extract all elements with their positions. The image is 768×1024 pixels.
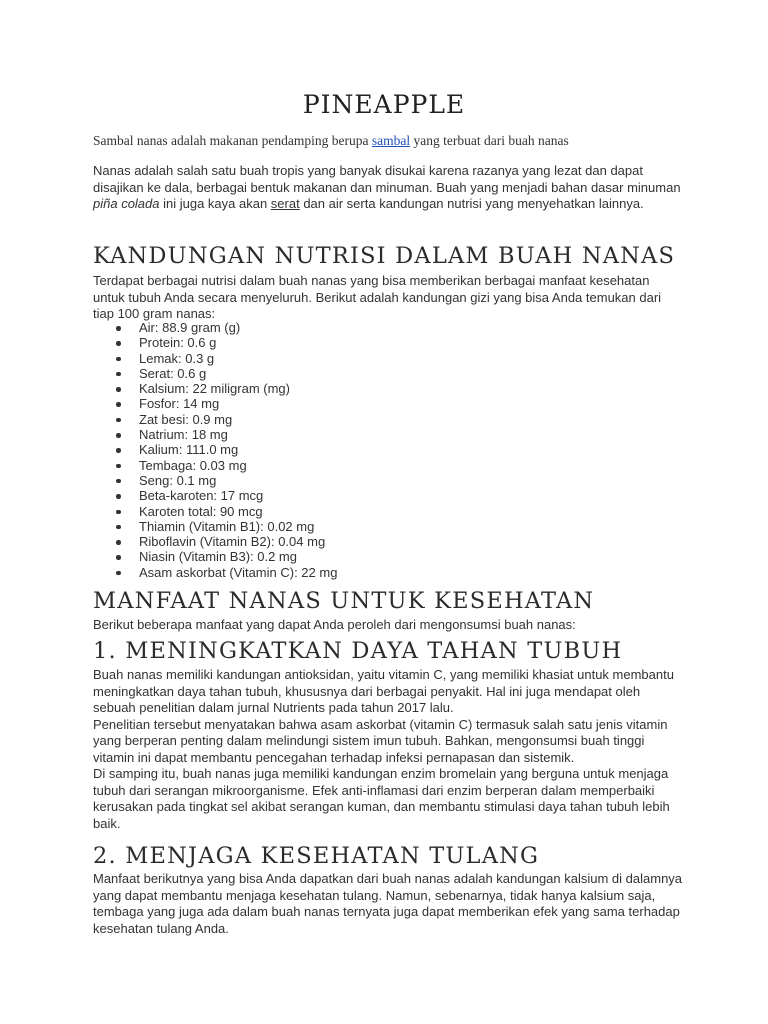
bullet-icon (116, 357, 121, 362)
bullet-icon (116, 418, 121, 423)
bullet-icon (116, 387, 121, 392)
nutrient-text: Seng: 0.1 mg (139, 472, 217, 488)
page-title: PINEAPPLE (302, 90, 466, 119)
bullet-icon (116, 540, 121, 545)
immunity-paragraph-2: Penelitian tersebut menyatakan bahwa asam askorbat (vitamin C) termasuk salah satu jenis vitamin yang berperan penting dalam melindungi sistem imun tubuh. Bahkan, mengonsumsi buah tinggi vitamin ini dapat membantu pencegahan terhadap infeksi pernapasan dan sistemik. (93, 716, 668, 765)
bullet-icon (116, 510, 121, 515)
intro-text-1: Nanas adalah salah satu buah tropis yang banyak disukai karena razanya yang lezat dan dapat disajikan ke dala, berbagai bentuk makanan dan minuman. Buah yang menjadi bahan dasar minuman (93, 163, 681, 195)
list-item (112, 412, 337, 427)
immunity-body (93, 667, 683, 832)
nutrient-text: Protein: 0.6 g (139, 335, 217, 351)
benefits-heading: MANFAAT NANAS UNTUK KESEHATAN (93, 588, 595, 614)
bones-heading: 2. MENJAGA KESEHATAN TULANG (93, 843, 540, 869)
nutrient-text: Asam askorbat (Vitamin C): 22 mg (139, 564, 338, 580)
nutrient-text: Thiamin (Vitamin B1): 0.02 mg (139, 518, 315, 534)
bullet-icon (116, 555, 121, 560)
sambal-link[interactable]: sambal (371, 133, 411, 148)
list-item (112, 335, 337, 350)
bullet-icon (116, 571, 121, 576)
nutrient-text: Kalium: 111.0 mg (139, 442, 239, 458)
bullet-icon (116, 372, 121, 377)
nutrient-text: Riboflavin (Vitamin B2): 0.04 mg (139, 534, 326, 550)
intro-text-2: ini juga kaya akan (159, 196, 271, 211)
pina-colada-italic: piña colada (93, 196, 160, 211)
immunity-paragraph-1: Buah nanas memiliki kandungan antioksidan, yaitu vitamin C, yang memiliki khasiat untuk membantu meningkatkan daya tahan tubuh, khususnya dari berbagai penyakit. Hal ini juga mendapat oleh sebuah penelitian dalam jurnal Nutrients pada tahun 2017 lalu. (93, 667, 674, 715)
bullet-icon (116, 494, 121, 499)
list-item (112, 381, 337, 396)
bullet-icon (116, 433, 121, 438)
bullet-icon (116, 464, 121, 469)
list-item (112, 320, 337, 335)
benefits-intro: Berikut beberapa manfaat yang dapat Anda peroleh dari mengonsumsi buah nanas: (93, 617, 576, 632)
subtitle-text-before: Sambal nanas adalah makanan pendamping berupa (93, 133, 372, 148)
immunity-paragraph-3: Di samping itu, buah nanas juga memiliki kandungan enzim bromelain yang berguna untuk menjaga tubuh dari serangan mikroorganisme. Efek anti-inflamasi dari enzim berperan dalam memperbaiki kerusakan pada tingkat sel akibat serangan kuman, dan membantu stimulasi daya tahan tubuh lebih baik. (93, 766, 670, 831)
nutrient-text: Natrium: 18 mg (139, 427, 228, 443)
list-item (112, 458, 337, 473)
nutrient-text: Zat besi: 0.9 mg (139, 411, 233, 427)
bones-body (93, 871, 683, 937)
bullet-icon (116, 341, 121, 346)
list-item (112, 473, 337, 488)
nutrient-text: Air: 88.9 gram (g) (139, 320, 241, 335)
nutrition-intro: Terdapat berbagai nutrisi dalam buah nanas yang bisa memberikan berbagai manfaat kesehatan untuk tubuh Anda secara menyeluruh. Berikut adalah kandungan gizi yang bisa Anda temukan dari tiap 100 gram nanas: (93, 273, 662, 321)
nutrient-text: Beta-karoten: 17 mcg (139, 488, 264, 504)
bullet-icon (116, 402, 121, 407)
list-item (112, 488, 337, 503)
immunity-heading: 1. MENINGKATKAN DAYA TAHAN TUBUH (93, 638, 623, 664)
intro-text-3: dan air serta kandungan nutrisi yang menyehatkan lainnya. (299, 196, 644, 211)
list-item (112, 565, 337, 580)
nutrient-text: Serat: 0.6 g (139, 365, 207, 381)
nutrient-text: Lemak: 0.3 g (139, 350, 215, 366)
intro-paragraph (93, 163, 683, 213)
nutrient-text: Tembaga: 0.03 mg (139, 457, 247, 473)
bullet-icon (116, 326, 121, 331)
subtitle-text-after: yang terbuat dari buah nanas (410, 133, 569, 148)
list-item (112, 534, 337, 549)
nutrient-text: Kalsium: 22 miligram (mg) (139, 381, 290, 397)
list-item (112, 366, 337, 381)
nutrient-text: Fosfor: 14 mg (139, 396, 220, 412)
list-item (112, 504, 337, 519)
list-item (112, 549, 337, 564)
list-item (112, 427, 337, 442)
bullet-icon (116, 479, 121, 484)
nutrient-text: Niasin (Vitamin B3): 0.2 mg (139, 549, 297, 565)
bullet-icon (116, 525, 121, 530)
list-item (112, 351, 337, 366)
serat-underlined: serat (270, 196, 300, 211)
list-item (112, 519, 337, 534)
nutrition-heading: KANDUNGAN NUTRISI DALAM BUAH NANAS (93, 243, 676, 269)
list-item (112, 442, 337, 457)
bones-paragraph-1: Manfaat berikutnya yang bisa Anda dapatkan dari buah nanas adalah kandungan kalsium di dalamnya yang dapat membantu menjaga kesehatan tulang. Namun, sebenarnya, tidak hanya kalsium saja, tembaga yang juga ada dalam buah nanas ternyata juga dapat memberikan efek yang sama terhadap kesehatan tulang Anda. (93, 871, 683, 936)
bullet-icon (116, 448, 121, 453)
subtitle (93, 133, 693, 149)
list-item (112, 396, 337, 411)
nutrient-list (112, 320, 337, 580)
nutrient-text: Karoten total: 90 mcg (139, 503, 263, 519)
